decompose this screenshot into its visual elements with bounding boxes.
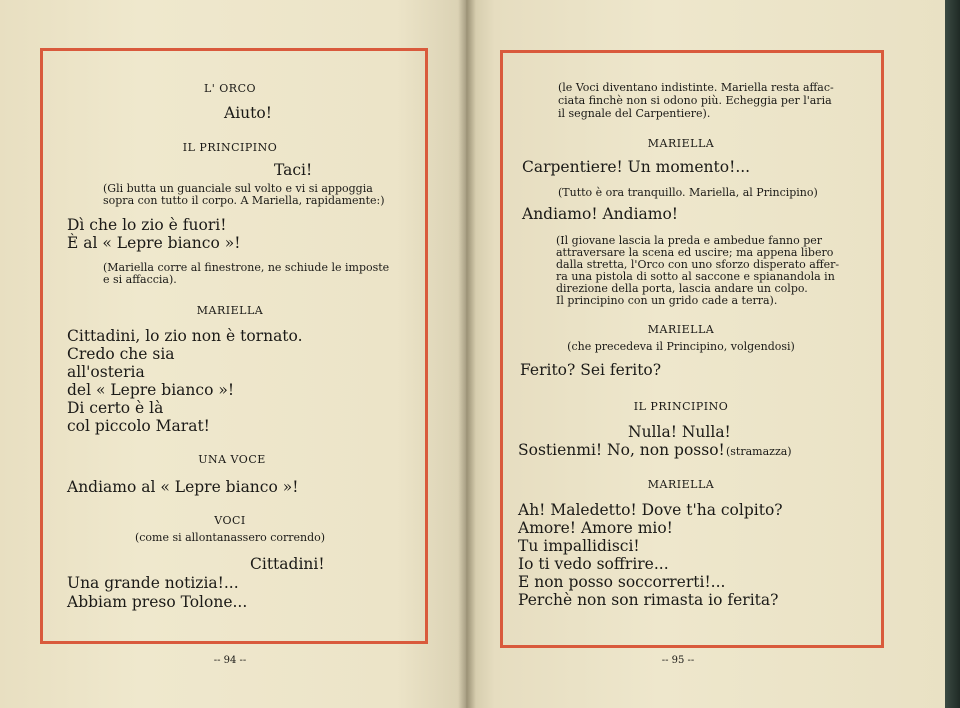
page-number: -- 94 --: [213, 655, 247, 666]
stage-direction: (Gli butta un guanciale sul volto e vi si appoggia: [103, 182, 373, 195]
stage-direction: ciata finchè non si odono più. Echeggia per l'aria: [558, 94, 832, 107]
verse-line: Andiamo! Andiamo!: [522, 205, 679, 223]
book-gutter: [458, 0, 476, 708]
speaker-name: MARIELLA: [647, 137, 715, 150]
verse-line: all'osteria: [67, 363, 145, 381]
stage-direction: (Mariella corre al finestrone, ne schiude le imposte: [103, 261, 390, 274]
verse-line: Amore! Amore mio!: [518, 519, 673, 537]
verse-line: col piccolo Marat!: [67, 417, 210, 435]
verse-line: Sostienmi! No, non posso!: [518, 441, 725, 459]
verse-line: E non posso soccorrerti!...: [518, 573, 726, 591]
stage-direction: (come si allontanassero correndo): [134, 531, 326, 544]
speaker-name: MARIELLA: [647, 323, 715, 336]
left-page: [0, 0, 466, 708]
book-cover-edge: [945, 0, 960, 708]
verse-line: Io ti vedo soffrire...: [518, 555, 669, 573]
verse-line: del « Lepre bianco »!: [67, 381, 235, 399]
speaker-name: IL PRINCIPINO: [182, 141, 278, 154]
verse-line: È al « Lepre bianco »!: [67, 234, 241, 252]
verse-line: Aiuto!: [224, 104, 272, 122]
verse-line: Dì che lo zio è fuori!: [67, 216, 227, 234]
stage-direction: il segnale del Carpentiere).: [558, 107, 711, 120]
verse-line: Ah! Maledetto! Dove t'ha colpito?: [518, 501, 783, 519]
stage-direction: (le Voci diventano indistinte. Mariella resta affac-: [558, 81, 834, 94]
speaker-name: L' ORCO: [203, 82, 257, 95]
verse-line: Carpentiere! Un momento!...: [522, 158, 751, 176]
verse-line: Di certo è là: [67, 399, 164, 417]
stage-direction: Il principino con un grido cade a terra).: [556, 294, 778, 307]
verse-line: Abbiam preso Tolone...: [67, 593, 248, 611]
verse-line: Perchè non son rimasta io ferita?: [518, 591, 779, 609]
right-page: [466, 0, 948, 708]
stage-direction: (stramazza): [726, 445, 792, 458]
stage-direction: (Il giovane lascia la preda e ambedue fanno per: [556, 234, 823, 247]
stage-direction: ra una pistola di sotto al saccone e spianandola in: [556, 270, 835, 283]
verse-line: Nulla! Nulla!: [628, 423, 731, 441]
speaker-name: MARIELLA: [647, 478, 715, 491]
verse-line: Taci!: [274, 161, 313, 179]
speaker-name: UNA VOCE: [198, 453, 266, 466]
stage-direction: direzione della porta, lascia andare un colpo.: [556, 282, 808, 295]
stage-direction: e si affaccia).: [103, 273, 177, 286]
stage-direction: (che precedeva il Principino, volgendosi): [567, 340, 795, 353]
verse-line: Cittadini!: [250, 555, 325, 573]
verse-line: Andiamo al « Lepre bianco »!: [67, 478, 299, 496]
stage-direction: attraversare la scena ed uscire; ma appena libero: [556, 246, 834, 259]
verse-line: Una grande notizia!...: [67, 574, 239, 592]
speaker-name: VOCI: [214, 514, 246, 527]
speaker-name: IL PRINCIPINO: [633, 400, 729, 413]
verse-line: Cittadini, lo zio non è tornato.: [67, 327, 303, 345]
stage-direction: sopra con tutto il corpo. A Mariella, rapidamente:): [103, 194, 385, 207]
stage-direction: (Tutto è ora tranquillo. Mariella, al Principino): [558, 186, 818, 199]
stage-direction: dalla stretta, l'Orco con uno sforzo disperato affer-: [556, 258, 840, 271]
verse-line: Ferito? Sei ferito?: [520, 361, 662, 379]
verse-line: Tu impallidisci!: [518, 537, 640, 555]
verse-line: Credo che sia: [67, 345, 175, 363]
page-number: -- 95 --: [661, 655, 695, 666]
speaker-name: MARIELLA: [196, 304, 264, 317]
